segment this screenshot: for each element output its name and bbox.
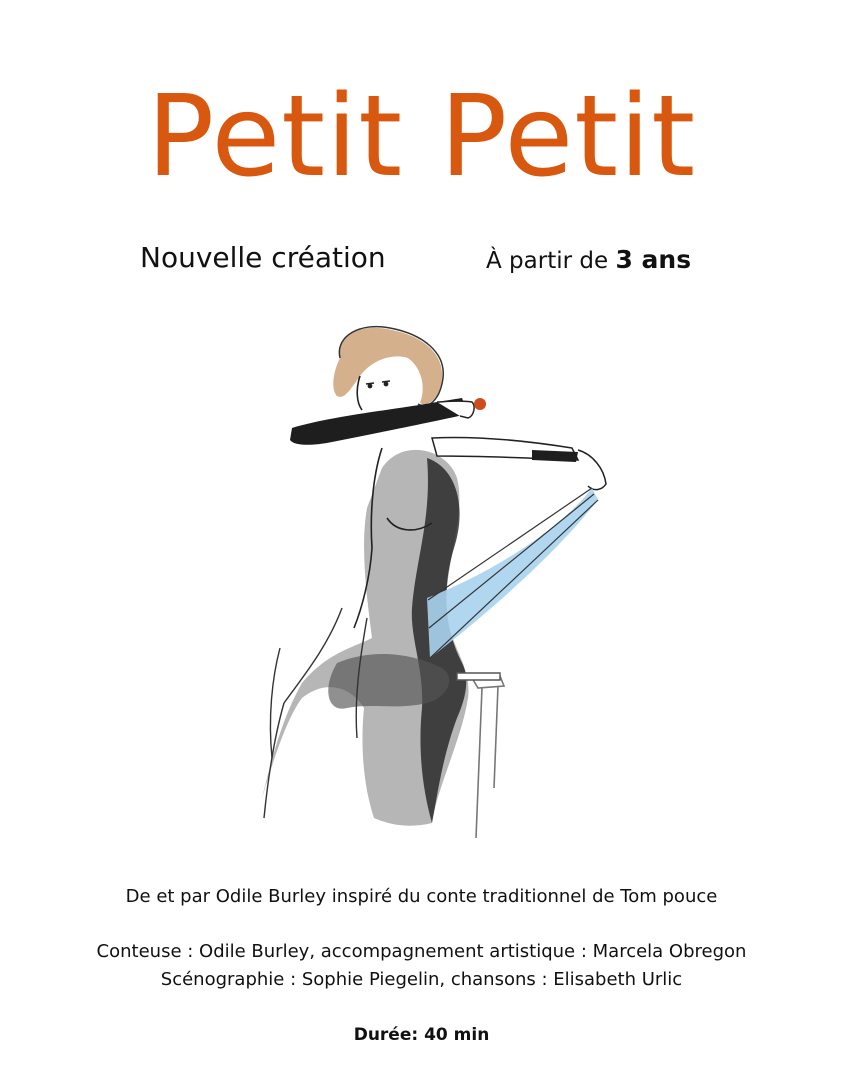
age-prefix: À partir de [486, 248, 616, 274]
face [357, 376, 390, 410]
cuff-right [532, 450, 578, 462]
credits-storyteller: Conteuse : Odile Burley, accompagnement artistique : Marcela Obregon [96, 941, 747, 962]
skirt-lines [264, 608, 367, 818]
age-value: 3 ans [615, 245, 692, 274]
duration-label: Durée: 40 min [353, 1025, 490, 1045]
hair [333, 328, 442, 404]
umbrella-handle [474, 398, 486, 410]
illustration-woman-umbrella [232, 318, 624, 848]
creation-label: Nouvelle création [140, 241, 386, 274]
age-label [486, 238, 691, 283]
hand-right [578, 450, 606, 490]
chair [472, 676, 504, 838]
stool-seat [457, 673, 500, 680]
page-title: Petit Petit [146, 72, 697, 202]
credits-scenography: Scénographie : Sophie Piegelin, chansons : Elisabeth Urlic [160, 969, 683, 990]
credits-author: De et par Odile Burley inspiré du conte traditionnel de Tom pouce [125, 886, 718, 907]
